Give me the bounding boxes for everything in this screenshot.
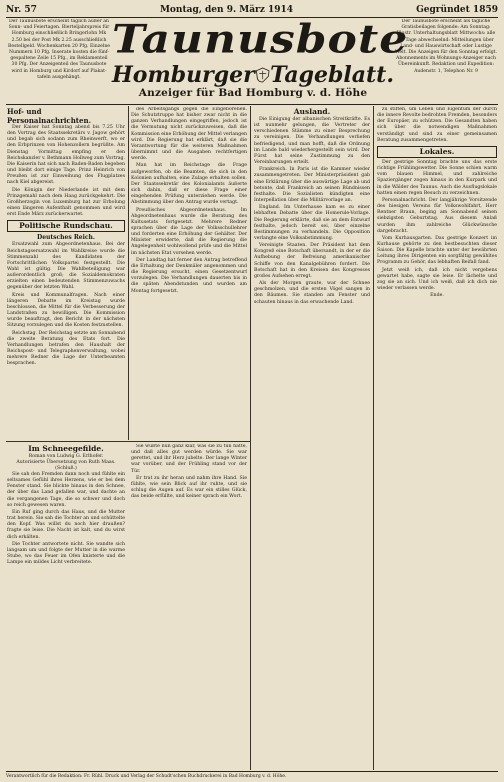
paragraph: Ersatzwahl zum Abgeordnetenhaus. Bei der Reichstagsersatzwahl im Wahlkreise wurde die Stimmenzahl des Kandidaten der Fortschrittlichen Volkspartei festgestellt. Die Wahl ist gültig. Die Wahlbeteiligung war außerordentlich groß; die Sozialdemokraten erzielten einen bedeutenden Stimmenzuwachs gegenüber der letzten Wahl. [7, 242, 125, 291]
column-1 [7, 107, 125, 439]
paragraph: Vereinigte Staaten. Der Präsident hat dem Kongreß eine Botschaft übersandt, in der er die Aufhebung der Befreiung amerikanischer Schiffe von den Kanalgebühren fordert. Die Botschaft hat in den Kreisen des Kongresses großes Aufsehen erregt. [254, 243, 370, 279]
feuilleton-column-1 [7, 444, 125, 770]
masthead-title: Taunusbote [112, 16, 409, 63]
paragraph: Die Einigung der albanischen Streitkräfte. Es ist nunmehr gelungen, die Vertreter der verschiedenen Stämme zu einer Besprechung zu vereinigen. Die Verhandlungen verliefen befriedigend, und man hofft, daß die Ordnung im Lande bald wiederhergestellt sein wird. Der Fürst hat seine Zustimmung zu den Vereinbarungen erteilt. [254, 117, 370, 166]
masthead-sub-left: Homburger [112, 62, 255, 88]
paragraph: Kreis und Kommunalfragen. Nach einer längeren Debatte im Kreistag wurde beschlossen, die Mittel für die Verbesserung der Landstraßen zu bewilligen. Die Kommission wurde beauftragt, den Bericht in der nächsten Sitzung vorzulegen und die Kosten festzustellen. [7, 292, 125, 329]
supplements-box [395, 19, 497, 103]
paragraph: Jetzt weiß ich, daß ich nicht vergebens gewartet habe, sagte sie leise. Er lächelte und zog sie an sich. Und ich weiß, daß ich dich nie wieder verlassen werde. [377, 267, 497, 292]
feuilleton-column-2 [131, 444, 247, 770]
feuilleton-rule [6, 441, 250, 442]
section-heading-abroad: Ausland. [293, 107, 331, 116]
section-heading-local: Lokales. [377, 146, 497, 158]
section-heading-politics: Politische Rundschau. [7, 220, 125, 232]
paragraph: Der Landtag hat ferner den Antrag betreffend die Erhaltung der Denkmäler angenommen und die Regierung ersucht, einen Gesetzentwurf vorzulegen. Die Verhandlungen dauerten bis in die späten Abendstunden und wurden am Montag fortgesetzt. [131, 257, 247, 294]
paragraph: Reichstag. Der Reichstag setzte am Sonnabend die zweite Beratung des Etats fort. Die Verhandlungen betrafen den Haushalt der Reichspost- und Telegraphenverwaltung, wobei mehrere Redner die Lage der Unterbeamten besprachen. [7, 330, 125, 367]
paragraph: Man hat im Reichstage die Frage aufgeworfen, ob die Beamten, die sich in den Kolonien aufhalten, eine Zulage erhalten sollen. Der Staatssekretär des Kolonialamts äußerte sich dahin, daß er diese Frage einer eingehenden Prüfung unterziehen werde. Die Abstimmung über den Antrag wurde vertagt. [131, 163, 247, 206]
issue-number: Nr. 57 [6, 4, 37, 15]
issue-date: Montag, den 9. März 1914 [159, 4, 294, 15]
column-divider [373, 106, 374, 770]
feuilleton-title: Im Schneegefilde. [28, 444, 104, 453]
feuilleton-translator: Autorisierte Übersetzung von Ruth Maas. [16, 460, 116, 465]
paragraph: Ein Ruf ging durch das Haus, und die Mutter trat herein. Sie sah die Tochter an und schüttelte den Kopf. Was willst du noch hier draußen? fragte sie leise. Die Nacht ist kalt, und du wirst dich erkälten. [7, 509, 125, 540]
paragraph: Frankreich. In Paris ist die Kammer wieder zusammengetreten. Der Ministerpräsident gab eine Erklärung über die auswärtige Lage ab und betonte, daß Frankreich an seinen Bündnissen festhalte. Die Sozialisten kündigten eine Interpellation über die Militärvorlage an. [254, 167, 370, 204]
paragraph: Als der Morgen graute, war der Schnee geschmolzen, und die ersten Vögel sangen in den Bäumen. Sie standen am Fenster und schauten hinaus in das erwachende Land. [254, 281, 370, 305]
column-3 [254, 107, 370, 769]
founded-year: Gegründet 1859 [416, 4, 498, 15]
masthead [112, 16, 409, 100]
paragraph: Der gestrige Sonntag brachte uns das erste richtige Frühlingswetter. Die Sonne schien warm vom blauen Himmel, und zahlreiche Spaziergänger zogen hinaus in den Kurpark und in die Wälder des Taunus. Auch die Ausflugslokale hatten einen regen Besuch zu verzeichnen. [377, 159, 497, 196]
section-subheading-reich: Deutsches Reich. [36, 234, 96, 242]
paragraph: des Arbeitsgangs gegen die Eingeborenen. Die Schutztruppe hat bisher zwar nicht in die ganzen Verhandlungen eingegriffen, jedoch ist die Vermutung nicht zurückzuweisen, daß die Kommission eine Erhöhung der Mittel verlangen wird. Die Regierung hat erklärt, daß sie die Verantwortung für die weiteren Maßnahmen übernimmt und die Ausgaben rechtfertigen werde. [131, 107, 247, 162]
masthead-subtitle [112, 63, 394, 87]
paragraph: Vom Kurhausgarten. Das gestrige Konzert im Kurhause gehörte zu den bestbesuchten dieser Saison. Die Kapelle brachte unter der bewährten Leitung ihres Dirigenten ein sorgfältig gewähltes Programm zu Gehör, das lebhaften Beifall fand. [377, 235, 497, 266]
column-divider [128, 106, 129, 440]
feuilleton-end: Ende. [430, 293, 444, 299]
masthead-rule [6, 104, 498, 105]
masthead-tagline: Anzeiger für Bad Homburg v. d. Höhe [138, 87, 368, 99]
imprint: Verantwortlich für die Redaktion: Fr. Rühl. Druck und Verlag der Schudt'schen Buchdruckerei in Bad Homburg v. d. Höhe. [6, 774, 287, 779]
paragraph: Preußisches Abgeordnetenhaus. Im Abgeordnetenhaus wurde die Beratung des Kultusetats fortgesetzt. Mehrere Redner sprachen über die Lage der Volksschullehrer und forderten eine Erhöhung der Gehälter. Der Minister erwiderte, daß die Regierung die Angelegenheit wohlwollend prüfe und die Mittel im nächsten Etat vorsehen werde. [131, 207, 247, 256]
subscription-text: Der Taunusbote erscheint täglich außer an Sonn- und Feiertagen. Bierteljahrspreis für Homburg einschließlich Bringerlohn Mk 2.50 bei der Post Mk 2.25 ausschließlich Bestellgeld. Wochenkarten 20 Pfg. Einzelne Nummern 10 Pfg. Inserate kosten die fünf-gespaltene Zeile 15 Pfg., im Reklamenteil 30 Pfg. Der Anzeigenteil des Taunusbote wird in Homburg und Kirdorf auf Plakat-tafeln ausgehängt. [7, 19, 111, 80]
crest-icon [255, 64, 270, 86]
issue-line [6, 3, 498, 16]
column-divider [250, 106, 251, 770]
paragraph: Sie wußte nun ganz klar, was sie zu tun hatte, und daß alles gut werden würde. Sie war gerettet, und ihr Herz jubelte. Der lange Winter war vorüber, und der Frühling stand vor der Tür. [131, 444, 247, 474]
paragraph: Die Königin der Niederlande ist mit dem Prinzgemahl nach dem Haag zurückgekehrt. Die Großherzogin von Luxemburg hat zur Erholung einen längeren Aufenthalt genommen und wird erst Ende März zurückerwartet. [7, 187, 125, 218]
section-heading-court: Hof- und Personalnachrichten. [7, 107, 91, 125]
paragraph: zu stiften, um Leben und Eigentum der durch die innere Revolte bedrohten Fremden, besonders der Europäer, zu schützen. Die Gesandten haben sich über die notwendigen Maßnahmen verständigt und sind zu einer gemeinsamen Beratung zusammengetreten. [377, 107, 497, 143]
paragraph: Er trat zu ihr heran und nahm ihre Hand. Sie fühlte, wie sein Blick auf ihr ruhte, und sie schlug die Augen auf. Es war ein stilles Glück, das beide erfüllte, und keiner sprach ein Wort. [131, 475, 247, 500]
supplements-text: Der Taunusbote erscheint als tägliche Gratisbeilagen folgende: Am Sonntag: Illustr. Unterhaltungsblatt Mittwochs: alle 14 Tage abwechselnd: Mitteilungen über Land- und Hauswirtschaft oder Lustige Welt. Die Anzeigen für den Sonntag erfolgt. Abonnements im Wohnungs-Anzeiger nach Übereinkunft. Redaktion und Expedition: Audenstr. 1, Telephon Nr. 9 [395, 19, 497, 74]
paragraph: Personalnachricht. Der langjährige Vorsitzende des hiesigen Vereins für Volkswohlfahrt, Herr Rentner Braun, beging am Sonnabend seinen siebzigsten Geburtstag. Aus diesem Anlaß wurden ihm zahlreiche Glückwünsche dargebracht. [377, 197, 497, 234]
subscription-box [7, 19, 111, 103]
paragraph: Der Kaiser hat Sonntag abend bis 7.25 Uhr den Vortrag des Staatssekretärs v. Jagow gehört und begab sich sodann zum Rheinwerft, wo er den Erbprinzen von Hohenzollern begrüßte. Am Dienstag Vormittag empfing er den Reichskanzler v. Bethmann Hollweg zum Vortrag. Die Kaiserin hat sich nach Baden-Baden begeben und bleibt dort einige Tage. Prinz Heinrich von Preußen ist zur Einweihung des Flugplatzes nach Kiel abgereist. [7, 125, 125, 186]
paragraph: England. Im Unterhause kam es zu einer lebhaften Debatte über die Homerule-Vorlage. Die Regierung erklärte, daß sie an dem Entwurf festhalte, jedoch bereit sei, über einzelne Bestimmungen zu verhandeln. Die Opposition verlangte eine Volksabstimmung. [254, 205, 370, 241]
bottom-rule [6, 771, 498, 772]
feuilleton-byline: Roman von Ludwig G. Erlhofer. [28, 454, 104, 459]
feuilleton-continuation: (Schluß.) [55, 466, 77, 471]
paragraph: Sie sah den Fremden dann noch und fühlte ein seltsames Gefühl ihres Herzens, wie er bei dem Fenster stand. Sie blickte hinaus in den Schnee, der über das Land gefallen war, und dachte an die vergangenen Tage, die so schwer und doch so reich gewesen waren. [7, 472, 125, 508]
paragraph: Die Tochter antwortete nicht. Sie wandte sich langsam um und folgte der Mutter in die warme Stube, wo das Feuer im Ofen knisterte und die Lampe ein mildes Licht verbreitete. [7, 541, 125, 566]
column-2 [131, 107, 247, 439]
column-4 [377, 107, 497, 769]
masthead-sub-right: Tageblatt. [270, 62, 394, 88]
